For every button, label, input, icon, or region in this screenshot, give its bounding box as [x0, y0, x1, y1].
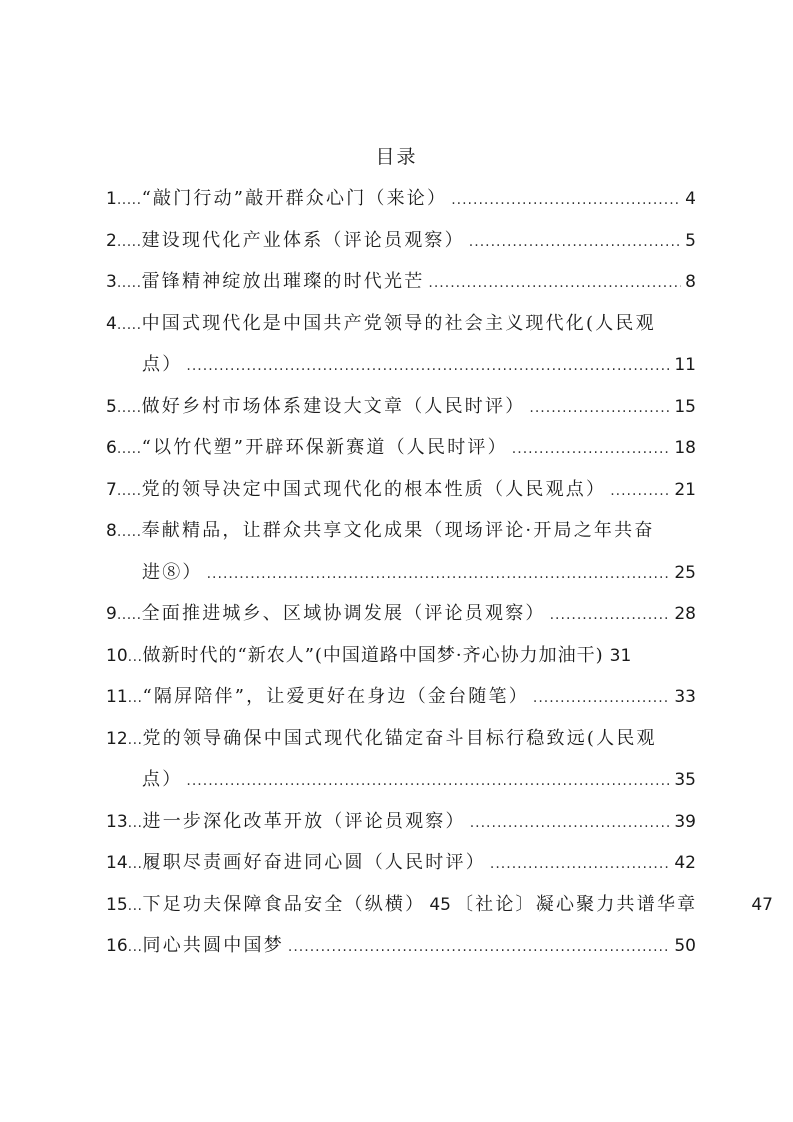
entry-number: 14: [106, 853, 128, 873]
toc-entry[interactable]: [106, 593, 696, 635]
dot-leader: [428, 263, 681, 305]
entry-title: 雷锋精神绽放出璀璨的时代光芒: [141, 271, 425, 292]
entry-number: 3: [106, 272, 117, 292]
entry-number: 13: [106, 811, 128, 832]
entry-title: 履职尽责画好奋进同心圆（人民时评）: [142, 852, 486, 873]
entry-title: 党的领导确保中国式现代化锚定奋斗目标行稳致远(人民观: [142, 727, 657, 749]
entry-page: 8: [685, 272, 696, 292]
toc-entry[interactable]: [106, 635, 696, 677]
dot-leader: [186, 346, 670, 388]
entry-number: 1: [106, 189, 117, 209]
entry-leader: ...: [127, 897, 143, 914]
entry-page: 28: [674, 604, 696, 624]
entry-page-secondary: 47: [751, 894, 773, 915]
entry-title: 党的领导决定中国式现代化的根本性质（人民观点）: [141, 478, 607, 500]
entry-page: 39: [674, 811, 696, 832]
entry-title: 做好乡村市场体系建设大文章（人民时评）: [141, 395, 526, 417]
entry-leader: ...: [127, 690, 143, 706]
entry-leader: .....: [116, 316, 142, 333]
toc-entry[interactable]: [106, 261, 696, 303]
entry-page: 42: [674, 853, 696, 873]
entry-title: 下足功夫保障食品安全（纵横）: [142, 893, 426, 915]
entry-number: 10: [106, 645, 128, 666]
entry-page: 5: [685, 230, 696, 251]
toc-entry[interactable]: [106, 469, 696, 511]
toc-entry[interactable]: [106, 386, 696, 428]
entry-leader: .....: [116, 233, 142, 250]
toc-entry[interactable]: [106, 884, 773, 926]
entry-page: 25: [674, 562, 696, 583]
entry-title: 做新时代的“新农人”(中国道路中国梦·齐心协力加油干): [142, 644, 604, 666]
dot-leader: [490, 844, 670, 886]
entry-number: 15: [106, 894, 128, 915]
entry-leader: .....: [116, 399, 142, 416]
entry-leader: ...: [127, 939, 143, 955]
entry-title: 进一步深化改革开放（评论员观察）: [142, 810, 466, 832]
entry-leader: .....: [116, 192, 142, 208]
dot-leader: [550, 595, 671, 637]
entry-leader: .....: [116, 607, 142, 623]
entry-title: “以竹代塑”开辟环保新赛道（人民时评）: [141, 437, 508, 458]
dot-leader: [610, 471, 670, 513]
toc-entry-continuation[interactable]: [106, 552, 696, 594]
dot-leader: [533, 678, 670, 720]
entry-leader: .....: [116, 482, 142, 499]
entry-number: 9: [106, 604, 117, 624]
entry-page: 35: [674, 770, 696, 790]
toc-entry[interactable]: [106, 510, 696, 552]
entry-title: 奉献精品，让群众共享文化成果（现场评论·开局之年共奋: [141, 520, 655, 541]
dot-leader: [512, 429, 671, 471]
toc-entry[interactable]: [106, 427, 696, 469]
toc-entry[interactable]: [106, 842, 696, 884]
dot-leader: [469, 222, 681, 264]
entry-page: 50: [674, 936, 696, 956]
dot-leader: [288, 927, 670, 969]
toc-title: 目录: [375, 146, 418, 168]
entry-page: 21: [674, 479, 696, 500]
entry-page: 18: [674, 438, 696, 458]
entry-page: 33: [674, 687, 696, 707]
entry-title: 建设现代化产业体系（评论员观察）: [141, 229, 465, 251]
toc-entry[interactable]: [106, 718, 696, 760]
dot-leader: [186, 761, 670, 803]
dot-leader: [451, 180, 681, 222]
entry-page: 45: [429, 894, 451, 915]
entry-number: 12: [106, 728, 128, 749]
entry-title-secondary: 〔社论〕凝心聚力共谱华章: [454, 893, 698, 915]
toc-entry[interactable]: [106, 303, 696, 345]
entry-number: 2: [106, 230, 117, 251]
toc-entry-continuation[interactable]: [106, 759, 696, 801]
dot-leader: [470, 803, 671, 845]
entry-title: 中国式现代化是中国共产党领导的社会主义现代化(人民观: [141, 312, 656, 334]
entry-page: 4: [685, 189, 696, 209]
toc-entry[interactable]: [106, 801, 696, 843]
entry-title: “敲门行动”敲开群众心门（来论）: [141, 188, 448, 209]
entry-leader: ...: [127, 648, 143, 665]
entry-number: 5: [106, 396, 117, 417]
entry-page: 11: [674, 355, 696, 375]
entry-title: “隔屏陪伴”，让爱更好在身边（金台随笔）: [142, 686, 529, 707]
entry-number: 16: [106, 936, 128, 956]
entry-leader: .....: [116, 441, 142, 457]
entry-leader: ...: [127, 814, 143, 831]
entry-leader: ...: [127, 856, 143, 872]
entry-page: 31: [609, 645, 632, 666]
entry-title: 同心共圆中国梦: [142, 935, 284, 956]
entry-number: 8: [106, 521, 117, 541]
table-of-contents: [106, 178, 773, 967]
entry-page: 15: [674, 396, 696, 417]
entry-leader: .....: [116, 524, 142, 540]
entry-title-continuation: 进⑧）: [142, 561, 203, 583]
entry-leader: ...: [127, 731, 143, 748]
dot-leader: [529, 388, 670, 430]
entry-number: 6: [106, 438, 117, 458]
entry-title-continuation: 点）: [142, 354, 183, 375]
toc-entry[interactable]: [106, 925, 696, 967]
dot-leader: [207, 554, 671, 596]
toc-entry[interactable]: [106, 178, 696, 220]
toc-entry[interactable]: [106, 676, 696, 718]
entry-number: 11: [106, 687, 128, 707]
entry-number: 4: [106, 313, 117, 334]
entry-number: 7: [106, 479, 117, 500]
toc-entry[interactable]: [106, 220, 696, 262]
toc-entry-continuation[interactable]: [106, 344, 696, 386]
entry-title: 全面推进城乡、区域协调发展（评论员观察）: [141, 603, 546, 624]
entry-title-continuation: 点）: [142, 769, 183, 790]
entry-leader: .....: [116, 275, 142, 291]
